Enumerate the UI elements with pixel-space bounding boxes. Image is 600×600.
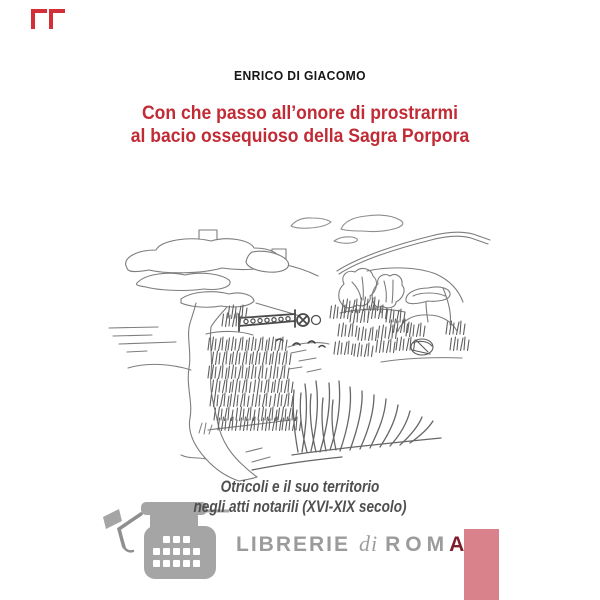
- book-subtitle-line2: negli atti notarili (XVI-XIX secolo): [193, 496, 407, 516]
- brand-a-overlap: A: [449, 533, 465, 556]
- book-subtitle: [60, 477, 540, 516]
- author-name: ENRICO DI GIACOMO: [234, 69, 366, 83]
- book-title-line1: Con che passo all’onore di prostrarmi: [142, 102, 458, 124]
- brand-librerie: LIBRERIE: [236, 533, 351, 556]
- brand-rom: ROM: [385, 533, 450, 556]
- book-title-line2: al bacio ossequioso della Sagra Porpora: [130, 124, 470, 147]
- book-subtitle-line1: Otricoli e il suo territorio: [220, 477, 380, 496]
- brand-di: di: [359, 531, 379, 556]
- watermark-brand-text: [236, 531, 464, 557]
